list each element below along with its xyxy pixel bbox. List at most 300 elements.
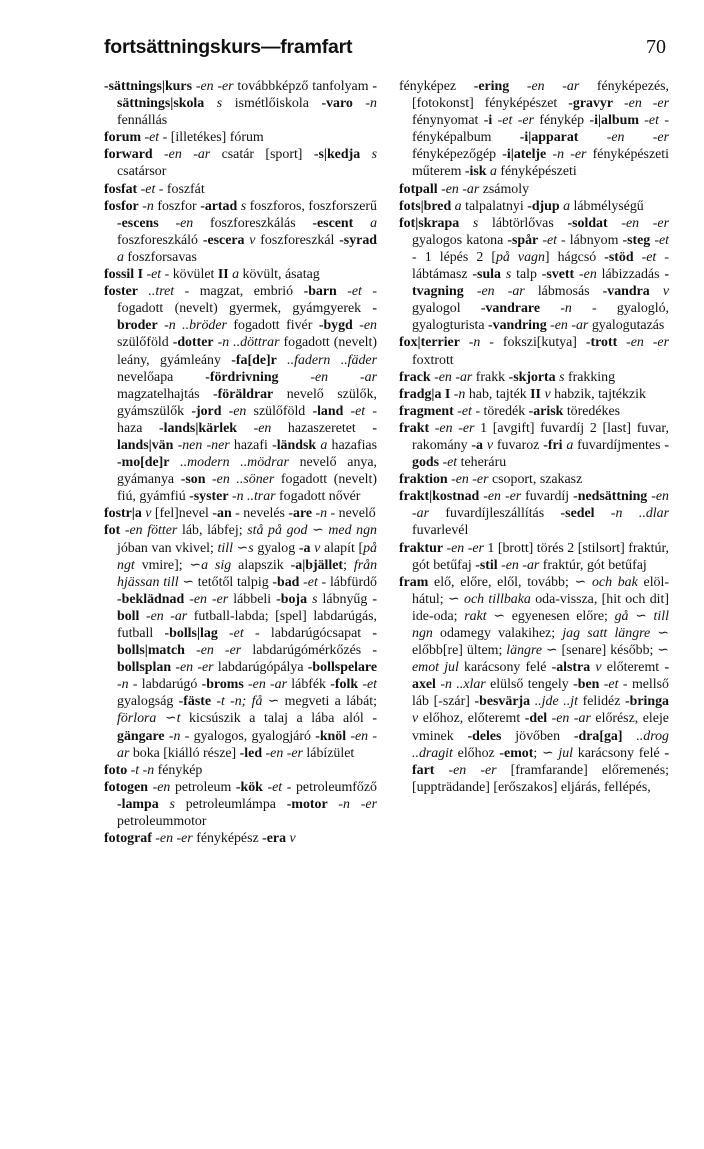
translation: ; [533,745,542,761]
headword: -lampa [117,796,159,812]
translation: elő, előre, elől, tovább; [428,574,575,590]
dictionary-entry [399,488,669,539]
grammar-label: -en -er [607,215,669,231]
headword: fox|terrier [399,335,460,351]
headword: -i|album [589,113,639,129]
grammar-label: -et - [262,779,296,795]
translation: gyalogság [117,694,179,710]
grammar-label: s [555,369,568,385]
headword: -escens [117,215,159,231]
grammar-label: -en -ar [117,728,377,761]
translation: fényképez [399,79,474,94]
headword: -lands|vän [117,420,378,453]
grammar-label: s [307,591,323,607]
grammar-label: -en -ar [243,677,292,693]
headword: fradg|a I [399,386,451,402]
translation: fényképalbum [412,130,520,146]
grammar-label: -et -er [492,113,540,129]
translation: alapszik [238,557,291,573]
grammar-label: förlora ∽t [117,711,190,727]
translation: zsámoly [482,181,530,197]
grammar-label: a [228,267,243,283]
grammar-label: -et [439,455,461,471]
grammar-label: a [559,198,574,214]
grammar-label: v [141,506,155,522]
grammar-label: -et - [412,232,669,265]
grammar-label: -n [450,386,469,402]
translation: előrész, eleje vminek [412,711,669,744]
headword: -fäste [178,694,212,710]
translation: foszforeszkáló [117,232,203,248]
translation: hab, tajték [468,386,531,402]
translation: [fel]nevel [154,506,213,522]
headword: -lands|kärlek [159,420,237,436]
grammar-label: -n ..bröder [157,318,234,334]
grammar-label: -t -n; få ∽ [211,694,285,710]
headword: -besvärja [474,694,531,710]
headword: -vandra [602,284,650,300]
dictionary-entry [399,403,669,420]
headword: -a|bjället [290,557,344,573]
translation: fénykép [539,113,590,129]
dictionary-entry [399,78,669,181]
headword: -syster [189,489,229,505]
translation: petroleummotor [117,814,207,830]
dictionary-entry [399,471,669,488]
translation: hazaszeretet [287,420,373,436]
grammar-label: v [286,831,296,847]
grammar-label: -en -er [447,472,492,488]
headword: -boja [276,591,308,607]
translation: egyenesen előre; [511,608,615,624]
translation: [illetékes] fórum [170,130,264,146]
grammar-label: -en -er [429,420,481,436]
headword: -led [239,745,263,761]
grammar-label: -et [358,677,377,693]
grammar-label: ∽ emot jul [412,643,669,676]
translation: fogadott fivér [233,318,319,334]
dictionary-entry [399,369,669,386]
headword: -bringa [625,694,670,710]
headword: frakt [399,420,430,436]
headword: -soldat [567,215,608,231]
grammar-label: -n -er [546,147,593,163]
translation: gyalogutazás [591,318,665,334]
headword: -bolls|lag [164,626,218,641]
translation: foszforeszkál [260,232,340,248]
headword: -djup [527,198,560,214]
translation: fraktúr, gót betűfaj [542,557,647,573]
translation: foszfor [157,198,201,214]
translation: labdarúgómérkőzés [252,643,373,659]
translation: fénykép [157,762,203,778]
grammar-label: -et - [336,284,377,300]
dictionary-entry [104,146,377,180]
grammar-label: -et - [141,130,171,146]
translation: lábfürdő [329,574,377,590]
grammar-label: -en -ar [430,369,476,385]
grammar-label: -en fötter [120,523,182,539]
headword: fot|skrapa [399,215,460,231]
grammar-label: -n - [117,677,142,693]
grammar-label: v [310,540,324,556]
grammar-label: -en -er [151,831,197,847]
translation: foszfát [166,181,205,197]
translation: kövület [172,267,218,283]
headword: -fördrivning [205,369,279,385]
grammar-label: -en [236,420,288,436]
grammar-label: ..drog ..dragit [412,728,669,761]
grammar-label: a [451,198,466,214]
translation: felidéz [582,694,626,710]
translation: nevelőapa [117,369,206,385]
headword: -escera [202,232,245,248]
translation: odamegy valakihez; [440,626,563,641]
translation: csatár [sport] [221,147,314,163]
translation: petroleum [174,779,236,795]
headword: foster [104,284,138,300]
headword: -fri [543,437,563,453]
headword: -dotter [172,335,214,351]
headword: -deles [467,728,502,744]
headword: -bolls|match [117,626,377,659]
grammar-label: gå ∽ till ngn [412,608,669,641]
grammar-label: s [459,215,493,231]
translation: boka [kiálló része] [132,745,240,761]
translation: vmire]; [141,557,190,573]
dictionary-entry [399,198,669,215]
grammar-label: s [500,267,517,283]
translation: gyalogos katona [412,232,508,248]
grammar-label: -n - [540,301,617,317]
translation: nevelő [338,506,376,522]
translation: fényképész [196,831,263,847]
translation: lábtörlővas [492,215,568,231]
grammar-label: -en [352,318,377,334]
headword: -isk [464,164,487,180]
grammar-label: -en [147,779,175,795]
translation: gyalogló, gyalogturista [412,301,669,334]
translation: fényképészeti [500,164,577,180]
headword: fot [104,523,121,539]
headword: -i|atelje [502,147,547,163]
headword: -artad [200,198,238,214]
headword: -i|apparat [519,130,579,146]
grammar-label: stå på god ∽ med ngn [247,523,377,539]
grammar-label: -n ..dlar [594,506,669,522]
headword: -gravyr [568,96,614,112]
dictionary-entry [399,215,669,335]
dictionary-entry [104,522,377,761]
grammar-label: ..tret - [137,284,200,300]
headword: fragment [399,403,454,419]
translation: kövült, ásatag [242,267,320,283]
grammar-label: s [237,198,250,214]
translation: futball-labda; [spel] labdarúgás, futball [117,608,377,641]
translation: nevelő szülők, gyámszülők [117,386,377,419]
grammar-label: -en -er [479,489,526,505]
grammar-label: -et - [453,403,484,419]
headword: -beklädnad [117,591,185,607]
translation: nevelő anya, gyámanya [117,455,377,488]
grammar-label: -en -er [184,643,253,659]
dictionary-entry [399,574,669,796]
headword: fotogen [104,779,148,795]
translation: fuvardíjmentes [577,437,665,453]
translation: petroleumfőző [295,779,377,795]
grammar-label: -et - [638,113,669,129]
translation: ; [343,557,354,573]
translation: talp [516,267,542,283]
translation: szülőföld [253,403,313,419]
translation: foszforos, foszforszerű [249,198,377,214]
headword: -kök [235,779,263,795]
headword: -boll [117,591,377,624]
translation: labdarúgó [141,677,202,693]
grammar-label: -en -er [617,335,669,351]
translation: hazafias [331,437,377,453]
grammar-label: a [316,437,332,453]
headword: forward [104,147,153,163]
translation: lábízület [306,745,355,761]
headword: fots|bred [399,198,452,214]
headword: -a [471,437,483,453]
dictionary-entry [104,830,377,847]
translation: szülőföld [117,335,173,351]
translation: habzik, tajtékzik [554,386,646,402]
grammar-label: -en ..söner [205,472,281,488]
translation: lábnyom [569,232,623,248]
grammar-label: till ∽s [217,540,258,556]
headword: -trott [585,335,618,351]
grammar-label: rakt ∽ [464,608,512,624]
translation: magzatelhajtás [117,386,214,402]
grammar-label: -n ..xlar [435,677,491,693]
translation: - nevelés [231,506,289,522]
headword: -stöd [604,249,634,265]
translation: haza [117,420,160,436]
headword: -stil [475,557,498,573]
translation: gyalogos, gyalogjáró [193,728,316,744]
translation: alapít [ [323,540,364,556]
grammar-label: på vagn [495,249,545,265]
grammar-label: -et - [633,249,669,265]
grammar-label: -n - [164,728,194,744]
dictionary-entry [399,540,669,574]
translation: magzat, embrió [199,284,304,300]
headword: -are [288,506,313,522]
translation: frakking [568,369,616,385]
translation: lábtámasz [412,267,473,283]
dictionary-entry [104,198,377,266]
grammar-label: ∽ jul [541,745,578,761]
translation: lábfék [291,677,331,693]
translation: mellső láb [-szár] [412,677,669,710]
translation: fuvardíj [525,489,574,505]
headword: -land [312,403,344,419]
grammar-label: -n - [459,335,503,351]
translation: labdarúgópálya [217,660,308,676]
translation: jövőben [501,728,574,744]
running-head: fortsättningskurs—framfart [104,36,353,58]
page-number: 70 [646,36,666,58]
right-column [399,78,669,796]
headword: -svett [541,267,575,283]
grammar-label: -en -ar [509,79,597,94]
translation: ismétlőiskola [234,96,322,112]
dictionary-entry [104,78,377,129]
dictionary-entry [104,181,377,198]
grammar-label: -en -er [434,762,511,778]
grammar-label: -en -ar [412,489,669,522]
headword: -gängare [117,711,377,744]
grammar-label: -et - [599,677,632,693]
grammar-label: -en -er [171,660,218,676]
headword: -a [298,540,311,556]
headword: fosfor [104,198,139,214]
headword: fram [399,574,429,590]
grammar-label: ..modern ..mödrar [169,455,300,471]
headword: II [530,386,541,402]
grammar-label: -et - [217,626,271,641]
translation: gyalogol [412,301,481,317]
headword: -bygd [318,318,353,334]
translation: oda-vissza, [hit och dit] ide-oda; [412,591,670,624]
headword: fraktur [399,540,443,556]
grammar-label: a [562,437,578,453]
grammar-label: v [649,284,670,300]
headword: -sula [472,267,501,283]
headword: -bollsplan [117,643,377,676]
headword: -folk [330,677,359,693]
grammar-label: -n - [312,506,339,522]
headword: -an [212,506,232,522]
headword: -son [180,472,206,488]
grammar-label: -en -er [191,79,238,94]
grammar-label: -en -ar [546,318,592,334]
translation: labdarúgócsapat [270,626,373,641]
grammar-label: -n -er [327,796,377,812]
translation: hazafi [233,437,273,453]
translation: karácsony felé [577,745,665,761]
translation: fogadott nővér [279,489,361,505]
headword: -fart [412,745,669,778]
headword: -steg [622,232,651,248]
grammar-label: -et - [343,403,377,419]
grammar-label: -en [158,215,210,231]
translation: csoport, szakasz [491,472,583,488]
grammar-label: på ngt [117,540,377,573]
grammar-label: a [353,215,378,231]
translation: láb, lábfej; [181,523,248,539]
headword: foto [104,762,128,778]
translation: fennállás [117,113,168,129]
headword: -jord [191,403,222,419]
headword: -axel [412,660,669,693]
headword: -era [262,831,287,847]
translation: továbbképző tanfolyam [237,79,373,94]
grammar-label: -en -ar [497,557,543,573]
grammar-label: -et - [299,574,330,590]
grammar-label: -en [221,403,254,419]
headword: -nedsättning [573,489,648,505]
grammar-label: ∽ och bak [574,574,644,590]
translation: előteremt [606,660,665,676]
grammar-label: -en -er [442,540,488,556]
dictionary-entry [104,779,377,830]
left-column [104,78,377,847]
grammar-label: -n [138,198,158,214]
headword: -arisk [528,403,564,419]
headword: -vandrare [480,301,541,317]
headword: -fa[de]r [231,352,277,368]
grammar-label: jag satt längre ∽ [562,626,669,641]
grammar-label: -en -ar [547,711,596,727]
translation: fuvardíjleszállítás [445,506,561,522]
headword: -emot [499,745,534,761]
headword: -barn [303,284,337,300]
headword: fosfat [104,181,138,197]
translation: teheráru [460,455,507,471]
grammar-label: a [486,164,501,180]
grammar-label: -en -ar [139,608,194,624]
grammar-label: ∽a sig [189,557,239,573]
translation: foxtrott [412,352,454,368]
translation: 1 lépés 2 [ [424,249,496,265]
headword: -syrad [339,232,377,248]
grammar-label: s [158,796,186,812]
translation: ] hágcsó [544,249,605,265]
translation: előhoz [457,745,500,761]
headword: -varo [321,96,353,112]
translation: kicsúszik a talaj a lába alól [189,711,373,727]
translation: töredékes [563,403,621,419]
headword: -bollspelare [307,660,377,676]
dictionary-entry [104,283,377,505]
translation: lábizzadás [601,267,665,283]
dictionary-entry [104,129,377,146]
grammar-label: ..fadern ..fäder [276,352,377,368]
grammar-label: -en -er [613,96,669,112]
dictionary-entry [104,505,377,522]
translation: csatársor [117,164,167,180]
headword: fotpall [399,181,438,197]
grammar-label: ∽ och tillbaka [448,591,536,607]
grammar-label: längre ∽ [506,643,562,659]
translation: megveti a lábát; [284,694,377,710]
translation: jóban van vkivel; [117,540,218,556]
dictionary-entry [104,762,377,779]
translation: [framfarande] előremenés; [uppträdande] [erőszakos] eljárás, fellépés, [412,762,669,795]
headword: frakt|kostnad [399,489,480,505]
headword: II [217,267,229,283]
translation: fényképezés, [fotokonst] fényképészet [412,79,669,112]
grammar-label: v [590,660,607,676]
headword: frack [399,369,431,385]
grammar-label: -en -ar [152,147,222,163]
grammar-label: -en [574,267,602,283]
headword: fostr|a [104,506,142,522]
headword: -gods [412,437,669,471]
translation: lábnyűg [322,591,373,607]
grammar-label: -et - [538,232,570,248]
translation: foszforeszkálás [209,215,313,231]
translation: tetőtől talpig [197,574,273,590]
dictionary-entry [399,181,669,198]
headword: -spår [507,232,539,248]
translation: előhoz, előteremt [422,711,525,727]
headword: forum [104,130,142,146]
